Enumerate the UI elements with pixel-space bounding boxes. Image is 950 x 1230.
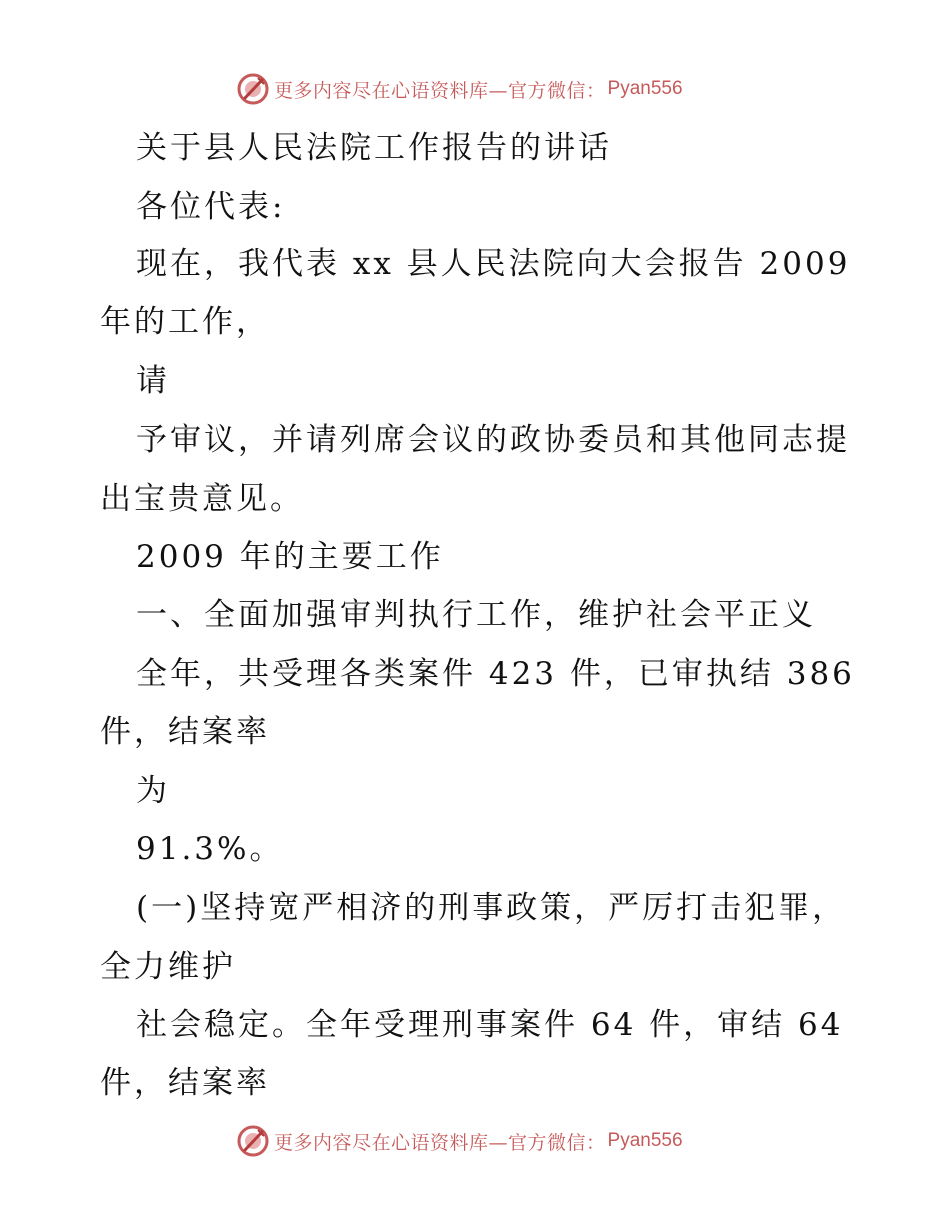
paragraph-line: 件，结案率 bbox=[100, 714, 270, 750]
paragraph-line: 91.3%。 bbox=[136, 831, 284, 867]
watermark-id: Pyan556 bbox=[607, 1130, 683, 1151]
paragraph-line: 全年，共受理各类案件 423 件，已审执结 386 bbox=[136, 656, 855, 692]
doc-title: 关于县人民法院工作报告的讲话 bbox=[136, 130, 612, 166]
seal-logo-icon bbox=[236, 72, 270, 106]
paragraph-line: 全力维护 bbox=[100, 949, 236, 985]
paragraph-line: 件，结案率 bbox=[100, 1065, 270, 1101]
paragraph-line: 出宝贵意见。 bbox=[100, 481, 304, 517]
paragraph-line: 年的工作， bbox=[100, 304, 270, 340]
watermark-text: 更多内容尽在心语资料库—官方微信： bbox=[274, 79, 606, 102]
paragraph-line: 请 bbox=[136, 363, 170, 399]
paragraph-line: 为 bbox=[136, 773, 170, 809]
paragraph-line: 予审议，并请列席会议的政协委员和其他同志提 bbox=[136, 422, 850, 458]
paragraph-line: 现在，我代表 xx 县人民法院向大会报告 2009 bbox=[136, 246, 851, 282]
salutation: 各位代表: bbox=[136, 189, 286, 225]
watermark-id: Pyan556 bbox=[607, 78, 683, 99]
section-heading: 一、全面加强审判执行工作，维护社会平正义 bbox=[136, 597, 816, 633]
watermark-text: 更多内容尽在心语资料库—官方微信： bbox=[274, 1131, 606, 1154]
seal-logo-icon bbox=[236, 1124, 270, 1158]
paragraph-line: (一)坚持宽严相济的刑事政策，严厉打击犯罪， bbox=[136, 890, 847, 926]
paragraph-line: 社会稳定。全年受理刑事案件 64 件，审结 64 bbox=[136, 1007, 844, 1043]
section-heading: 2009 年的主要工作 bbox=[136, 539, 444, 575]
header-watermark bbox=[236, 72, 683, 106]
footer-watermark bbox=[236, 1124, 683, 1158]
